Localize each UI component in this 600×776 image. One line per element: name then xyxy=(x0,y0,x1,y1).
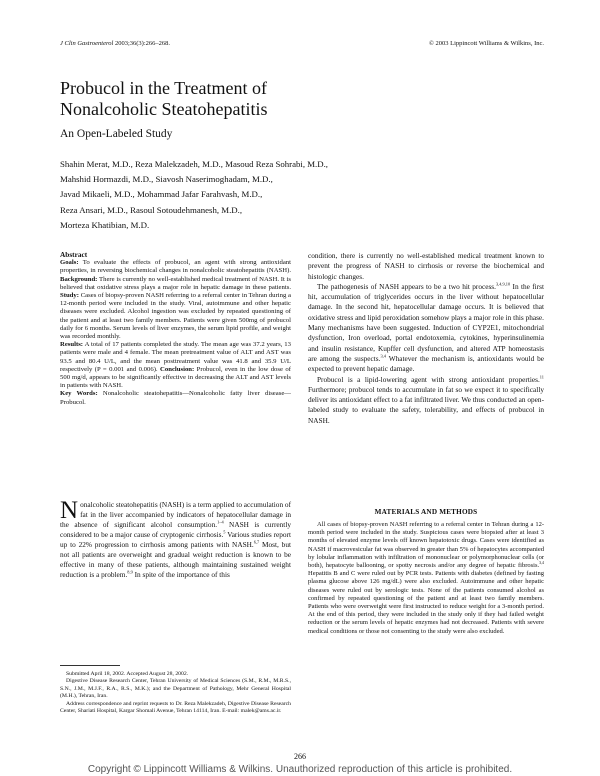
citation-ref: 1–4 xyxy=(217,519,224,525)
abstract-heading: Abstract xyxy=(60,250,88,259)
citation-ref: 8,9 xyxy=(127,569,133,575)
intro-text-4: Most, but not all patients are overweight and gradual weight reduction is known to be effective in many of these patients, although maintaining sustained weight reduction is a problem. xyxy=(60,540,291,579)
journal-citation: 2003;36(3):266–268. xyxy=(113,40,171,47)
paragraph xyxy=(308,282,544,375)
abstract-body xyxy=(60,259,291,341)
author-line: Mahshid Hormazdi, M.D., Siavosh Naserimoghadam, M.D., xyxy=(60,174,273,185)
background-text: There is currently no well-established medical treatment of NASH. It is believed that oxidative stress plays a major role in hepatic damage in these patients. xyxy=(60,275,291,291)
goals-text: To evaluate the effects of probucol, an agent with strong antioxidant properties, in reversing biochemical changes in nonalcoholic steatohepatitis (NASH). xyxy=(60,259,291,275)
abstract-results xyxy=(60,341,291,390)
methods-text xyxy=(308,521,544,636)
author-line: Morteza Khatibian, M.D. xyxy=(60,219,150,230)
intro-text-5: In spite of the importance of this xyxy=(132,570,230,579)
citation-ref: 3,4,9,10 xyxy=(495,281,511,287)
running-header-right: © 2003 Lippincott Williams & Wilkins, Inc. xyxy=(428,40,544,47)
text: In the first hit, accumulation of triglycerides occurs in the liver without hepatocellular damage. In the second hit, hepatocellular damage occurs. It is believed that oxidative stress and lipid peroxidation somehow plays a major role in this phase. Many mechanisms have been suggested. Induction of CYP2E1, mitochondrial dysfunction, Iron overload, portal endotoxemia, cytokines, hyperinsulinemia and insulin resistance, Kupffer cell dysfunction, and altered ATP homeostasis are among the suspects. xyxy=(308,281,544,363)
paragraph xyxy=(308,521,544,636)
introduction xyxy=(60,497,292,580)
correspondence: Address correspondence and reprint requests to Dr. Reza Malekzadeh, Digestive Disease Research Center, Shariati Hospital, Kargar Shomali Avenue, Tehran 14114, Iran. E-mail: malek@ams.ac.ir. xyxy=(60,700,291,715)
intro-paragraph xyxy=(60,497,292,580)
citation-ref: 6,7 xyxy=(253,539,260,545)
abstract-keywords xyxy=(60,390,291,406)
keywords-label: Key Words: xyxy=(60,390,98,398)
background-label: Background: xyxy=(60,275,98,283)
results-label: Results: xyxy=(60,341,84,349)
study-label: Study: xyxy=(60,292,79,300)
author-line: Javad Mikaeli, M.D., Mohammad Jafar Farahvash, M.D., xyxy=(60,189,263,200)
text: The pathogenesis of NASH appears to be a two hit process. xyxy=(317,281,496,291)
title-line-2: Nonalcoholic Steatohepatitis xyxy=(60,99,268,119)
text: Probucol is a lipid-lowering agent with strong antioxidant properties. xyxy=(317,374,540,384)
study-text: Cases of biopsy-proven NASH referring to a referral center in Tehran during a 12-month period were included in the study. Viral, autoimmune and other hepatic diseases were excluded. Alcohol ingestion was excluded by repeated questioning of the patient and at least two family members. Patients were given 500mg of probucol daily for 6 months. Serum levels of liver enzymes, the serum lipid profile, and weight was recorded monthly. xyxy=(60,292,291,341)
author-line: Shahin Merat, M.D., Reza Malekzadeh, M.D., Masoud Reza Sohrabi, M.D., xyxy=(60,159,329,169)
conclusion-label: Conclusion: xyxy=(160,365,195,373)
keywords-text: Nonalcoholic steatohepatitis—Nonalcoholic fatty liver disease—Probucol. xyxy=(60,390,291,406)
running-header-left xyxy=(60,40,170,47)
drop-cap: N xyxy=(60,497,79,524)
citation-ref: 3,4 xyxy=(539,560,544,565)
paragraph: condition, there is currently no well-established medical treatment known to prevent the progress of NASH to cirrhosis or reverse the biochemical and histologic changes. xyxy=(308,251,544,281)
copyright-footer: Copyright © Lippincott Williams & Wilkins. Unauthorized reproduction of this article is prohibited. xyxy=(87,764,513,775)
intro-text-3: Various studies report up to 22% progression to cirrhosis among patients with NASH. xyxy=(60,530,292,549)
citation-ref: 11 xyxy=(539,374,544,380)
footnotes xyxy=(60,671,291,715)
affiliations: Digestive Disease Research Center, Tehran University of Medical Sciences (S.M., R.M., M.R.S., S.N., J.M., M.J.F., R.A., R.S., M.K.); and the Department of Pathology, Mehr General Hospital (M.H.), Tehran, Iran. xyxy=(60,678,291,700)
citation-ref: 3,4 xyxy=(380,353,386,359)
right-column-intro xyxy=(308,251,544,426)
section-heading-methods: MATERIALS AND METHODS xyxy=(374,508,478,516)
article-subtitle: An Open-Labeled Study xyxy=(60,128,173,140)
footnote-divider xyxy=(60,665,120,666)
journal-name: J Clin Gastroenterol xyxy=(60,40,114,47)
author-list xyxy=(60,157,480,233)
submission-dates: Submitted April 18, 2002. Accepted August 28, 2002. xyxy=(66,671,189,677)
text: Furthermore; probucol tends to accumulate in fat so we expect it to specifically deliver its antioxidant effect to a fat infiltrated liver. We thus conducted an open-labeled study to evaluate the safety, tolerability, and effects of probucol in NASH. xyxy=(308,384,544,425)
text: All cases of biopsy-proven NASH referring to a referral center in Tehran during a 12-month period were included in the study. Suspicious cases were biopsied after at least 3 months of elevated enzyme levels off known hepatotoxic drugs. Cases were identified as NASH if macrovesicular fat was observed in greater than 5% of hepatocytes accompanied by lobular inflammation with infiltration of mononuclear or polymorphonuclear cells (or both), hepatocyte ballooning, or spotty necrosis and/or any degree of hepatic fibrosis. xyxy=(308,521,544,570)
abstract xyxy=(60,251,291,407)
article-title xyxy=(60,78,480,120)
results-text: A total of 17 patients completed the study. The mean age was 37.2 years, 13 patients were male and 4 female. The mean pretreatment value of ALT and AST was 93.5 and 80.4 U/L, and the mean posttreatment value was 41.8 and 35.9 U/L respectively (P = 0.001 and 0.006). xyxy=(60,341,291,373)
conclusion-text: Probucol, even in the low dose of 500 mg/d, appears to be significantly effective in decreasing the ALT and AST levels in patients with NASH. xyxy=(60,365,291,390)
page-number: 266 xyxy=(294,752,306,761)
citation-ref: 5 xyxy=(223,529,226,535)
intro-text-2: NASH is currently considered to be a major cause of cryptogenic cirrhosis. xyxy=(60,520,291,539)
title-line-1: Probucol in the Treatment of xyxy=(60,78,267,98)
author-line: Reza Ansari, M.D., Rasoul Sotoudehmanesh, M.D., xyxy=(60,204,243,215)
goals-label: Goals: xyxy=(60,259,79,267)
text: Hepatitis B and C were ruled out by PCR tests. Patients with diabetes (defined by fasting plasma glucose above 126 mg/dL) were also excluded. Autoimmune and other hepatic diseases were ruled out by serologic tests. None of the patients consumed alcohol as confirmed by repeated questioning of the patient and at least two family members. Patients who were overweight were first instructed to reduce weight for a 3-month period. At the end of this period, they were included in the study only if they had failed weight reduction or the serum levels of hepatic enzymes had not decreased. Patients with severe medical conditions or those not consenting to the study were also excluded. xyxy=(308,570,544,635)
paragraph xyxy=(308,375,544,426)
intro-text-1: onalcoholic steatohepatitis (NASH) is a term applied to accumulation of fat in the liver accompanied by indicators of hepatocellular damage in the absence of significant alcohol consumption. xyxy=(60,500,292,529)
text: Whatever the mechanism is, antioxidants would be expected to prevent hepatic damage. xyxy=(308,353,544,374)
